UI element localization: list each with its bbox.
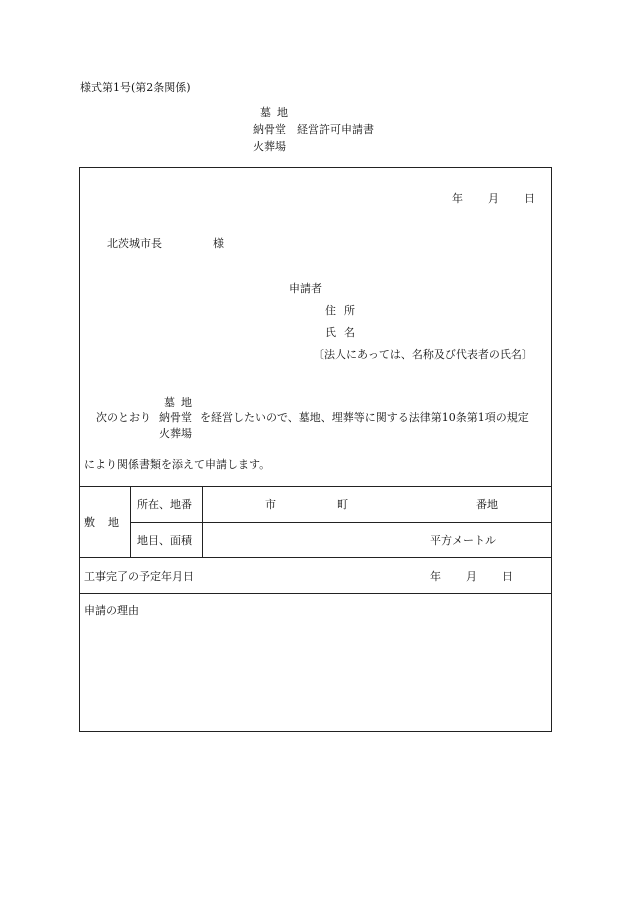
- completion-day: 日: [502, 570, 513, 583]
- completion-year: 年: [430, 570, 441, 583]
- divider-completion-top: [79, 557, 552, 558]
- divider-site-top: [79, 486, 552, 487]
- site-label: 敷地: [84, 516, 132, 529]
- city-unit: 市: [265, 498, 276, 511]
- land-label: 地目、面積: [137, 534, 192, 547]
- facility-option-cemetery: 墓地: [164, 396, 198, 409]
- title-option-cemetery: 墓地: [260, 106, 294, 119]
- date-day: 日: [524, 192, 535, 205]
- divider-site-middle: [130, 522, 552, 523]
- completion-label: 工事完了の予定年月日: [84, 570, 194, 583]
- date-month: 月: [488, 192, 499, 205]
- applicant-heading: 申請者: [289, 282, 322, 295]
- honorific: 様: [213, 237, 224, 250]
- form-number: 様式第1号(第2条関係): [80, 81, 191, 94]
- body-text: を経営したいので、墓地、埋葬等に関する法律第10条第1項の規定: [200, 411, 529, 424]
- application-form-frame: [79, 167, 552, 732]
- facility-option-ossuary: 納骨堂: [159, 411, 192, 424]
- name-label: 氏名: [325, 326, 363, 339]
- divider-site-value: [202, 486, 203, 557]
- date-year: 年: [452, 192, 463, 205]
- title-main: 納骨堂 経営許可申請書: [253, 123, 374, 136]
- address-label: 住所: [325, 304, 363, 317]
- body-text-line2: により関係書類を添えて申請します。: [84, 458, 271, 471]
- addressee: 北茨城市長: [107, 237, 162, 250]
- title-option-crematorium: 火葬場: [253, 140, 286, 153]
- location-label: 所在、地番: [137, 498, 192, 511]
- completion-month: 月: [466, 570, 477, 583]
- facility-option-crematorium: 火葬場: [159, 427, 192, 440]
- divider-reason-top: [79, 593, 552, 594]
- body-prefix: 次のとおり: [96, 411, 151, 424]
- town-unit: 町: [337, 498, 348, 511]
- lot-unit: 番地: [476, 498, 498, 511]
- area-unit: 平方メートル: [430, 534, 496, 547]
- corporate-note: 〔法人にあっては、名称及び代表者の氏名〕: [313, 348, 533, 361]
- reason-label: 申請の理由: [84, 604, 139, 617]
